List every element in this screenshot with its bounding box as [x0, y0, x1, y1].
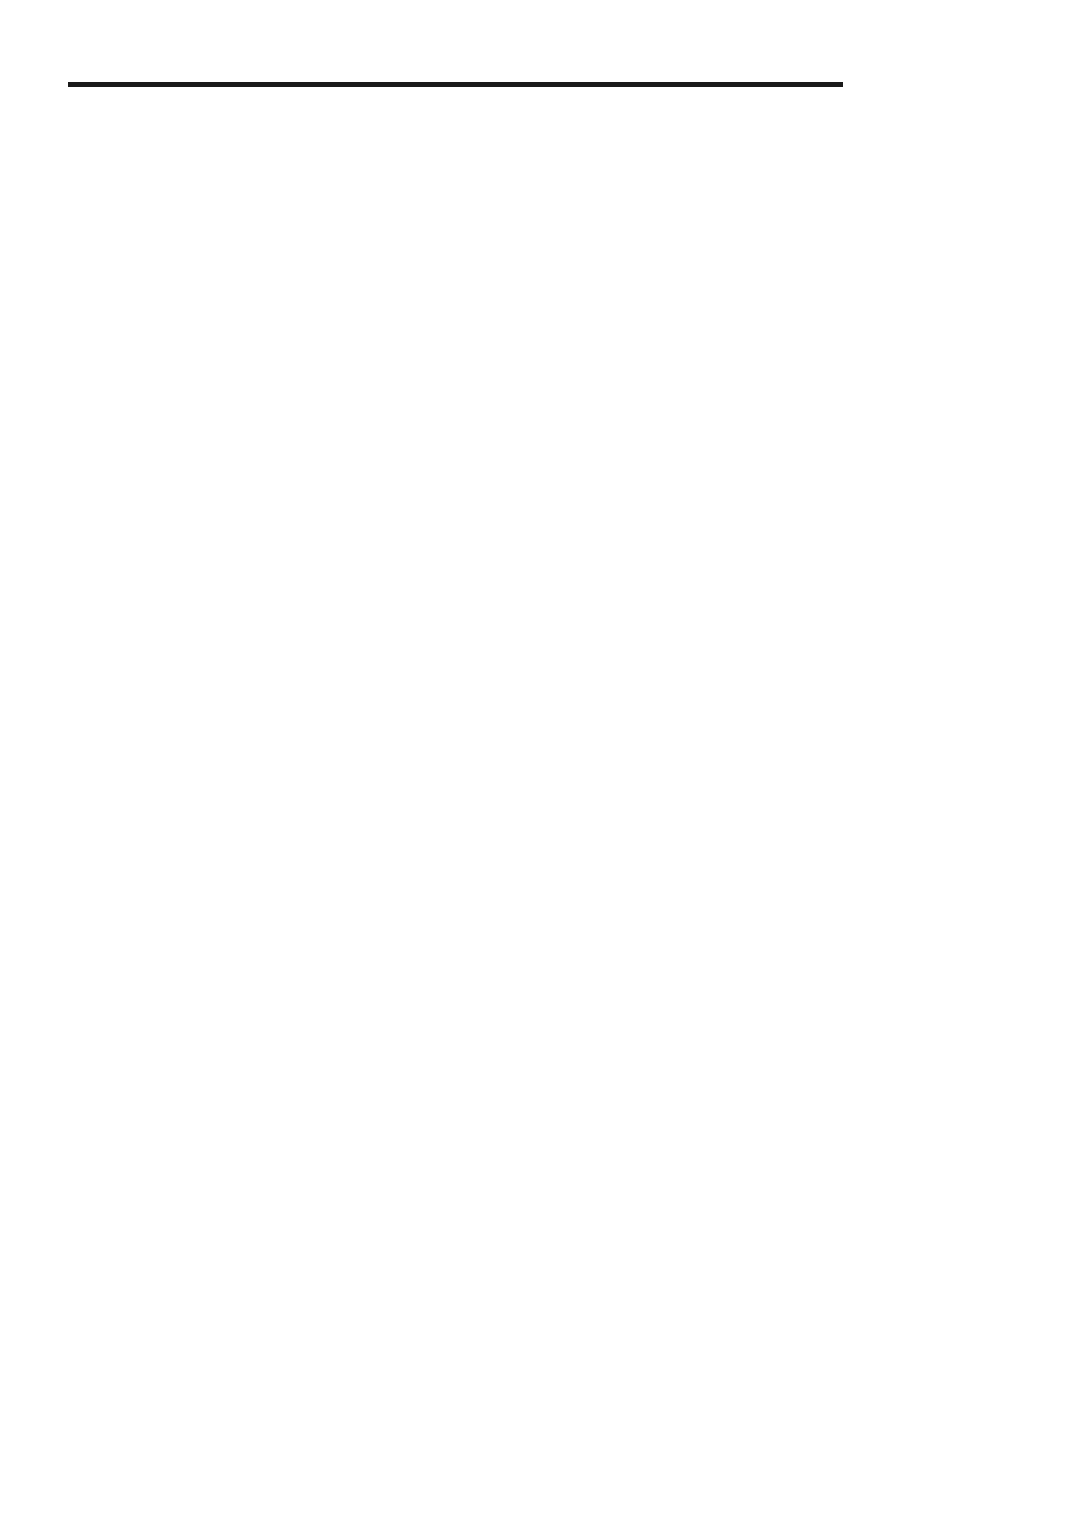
table-cell	[264, 86, 457, 87]
table-cell	[69, 86, 264, 87]
document-page	[78, 80, 1008, 87]
table-cell	[650, 86, 843, 87]
comparison-table	[68, 82, 843, 87]
table-cell	[457, 86, 650, 87]
table-row	[69, 86, 843, 87]
